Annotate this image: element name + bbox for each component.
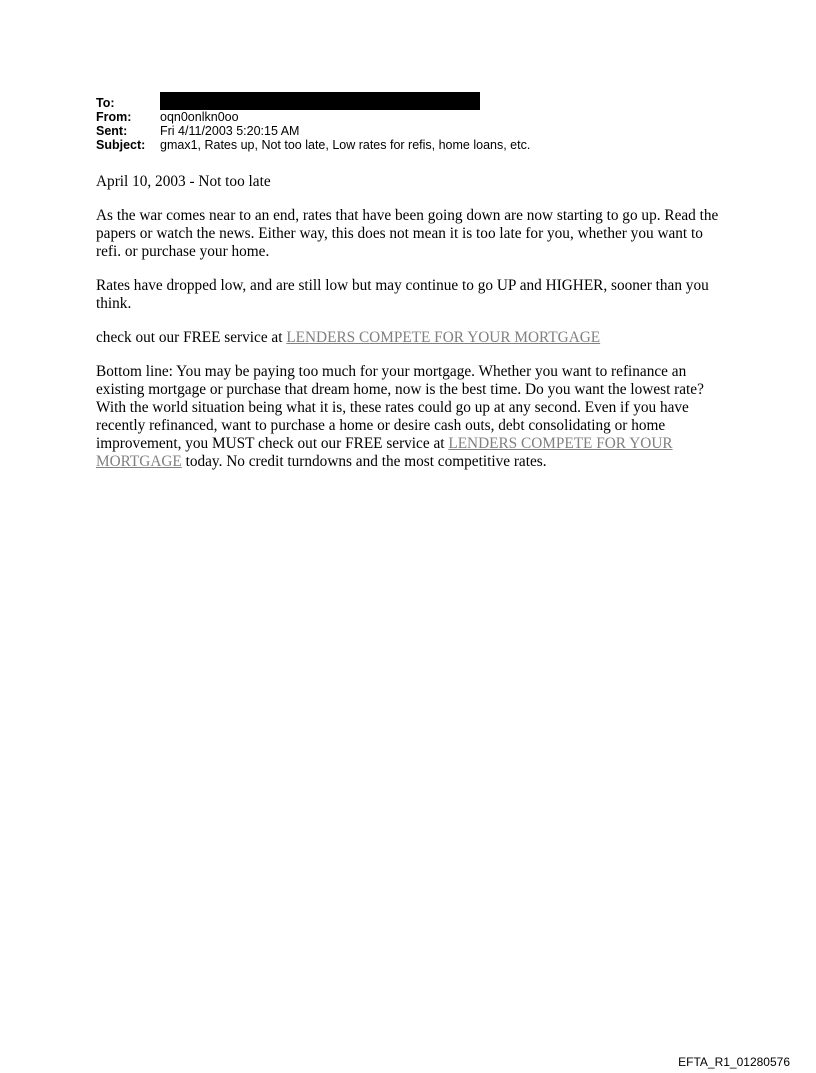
- from-label: From:: [96, 110, 132, 124]
- to-row: [96, 96, 530, 110]
- sent-row: [96, 124, 530, 138]
- paragraph-bottom-line: [96, 363, 726, 471]
- email-header: [96, 96, 530, 152]
- subject-label: Subject:: [96, 138, 146, 152]
- check-out-text: check out our FREE service at: [96, 329, 287, 346]
- to-label: To:: [96, 96, 115, 110]
- bottom-line-text: Bottom line: You may be paying too much for your mortgage. Whether you want to refinance an existing mortgage or purchase that dream home, now is the best time. Do you want the lowest rate? With the world situation being what it is, these rates could go up at any second. Even if you have recently refinanced, want to purchase a home or desire cash outs, debt consolidating or home improvement, you MUST check out our FREE service at: [96, 363, 704, 452]
- paragraph-check-out: [96, 329, 726, 347]
- email-body: [96, 173, 726, 487]
- subject-row: [96, 138, 530, 152]
- date-line: April 10, 2003 - Not too late: [96, 173, 271, 190]
- lenders-compete-link-2[interactable]: LENDERS COMPETE FOR YOUR MORTGAGE: [96, 435, 673, 470]
- paragraph-war: As the war comes near to an end, rates that have been going down are now starting to go up. Read the papers or watch the news. Either way, this does not mean it is too late for you, whether you want to refi. or purchase your home.: [96, 207, 719, 260]
- from-row: [96, 110, 530, 124]
- paragraph-rates: Rates have dropped low, and are still low but may continue to go UP and HIGHER, sooner than you think.: [96, 277, 709, 312]
- redaction-bar: [160, 92, 480, 110]
- sent-label: Sent:: [96, 124, 128, 138]
- document-id: EFTA_R1_01280576: [678, 1055, 790, 1069]
- subject-value: gmax1, Rates up, Not too late, Low rates for refis, home loans, etc.: [160, 138, 531, 152]
- lenders-compete-link[interactable]: LENDERS COMPETE FOR YOUR MORTGAGE: [286, 329, 601, 346]
- from-value: oqn0onlkn0oo: [160, 110, 239, 124]
- bottom-line-suffix: today. No credit turndowns and the most competitive rates.: [181, 453, 547, 470]
- sent-value: Fri 4/11/2003 5:20:15 AM: [160, 124, 300, 138]
